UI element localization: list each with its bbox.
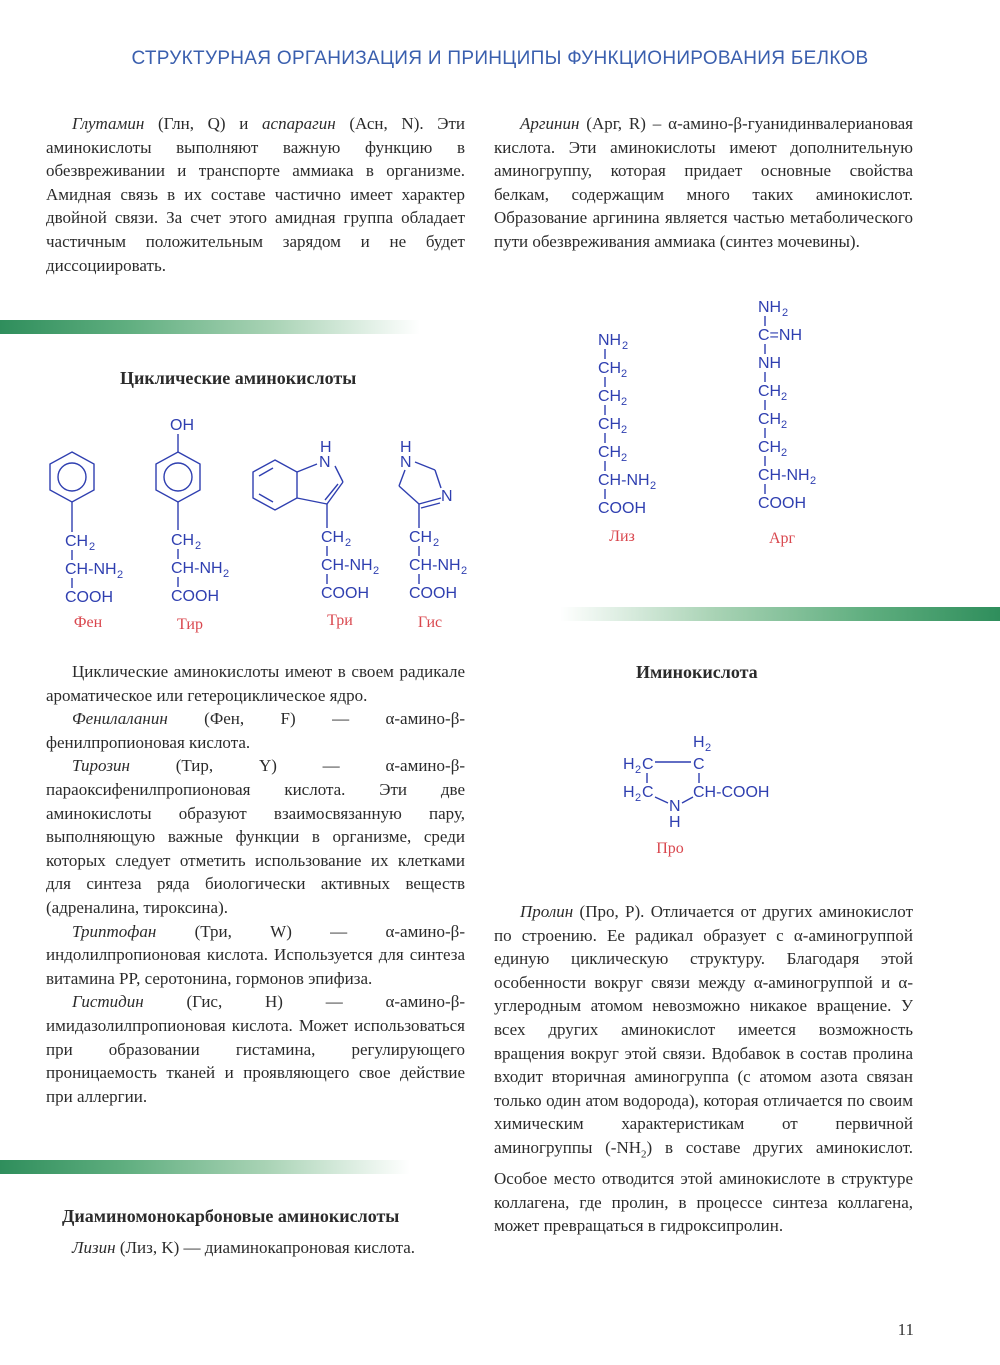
lys-ch2-4: CH <box>598 444 622 461</box>
pro-h2c-top: H <box>623 756 635 773</box>
trp-ch2-sub: 2 <box>345 537 352 549</box>
trp-term: Триптофан <box>72 921 157 941</box>
tyr-benzene-ring <box>156 452 200 502</box>
his-ch2-sub: 2 <box>433 537 440 549</box>
pro-c-left-top: C <box>642 756 654 773</box>
trp-caption: Три <box>327 612 353 629</box>
his-caption: Гис <box>417 614 443 631</box>
lys-text: (Лиз, K) — диаминокапроновая кислота. <box>119 1238 416 1257</box>
glutamine-paragraph <box>46 112 465 277</box>
phe-chnh-sub: 2 <box>117 569 124 581</box>
lys-chnh: CH-NH <box>598 472 650 489</box>
lys-ch2-1-sub: 2 <box>621 368 628 380</box>
arg-ch2-2: CH <box>758 411 782 428</box>
phe-text: (Фен, F) — α-амино-β-фенилпропионовая кислота. <box>46 709 466 752</box>
lys-chnh-sub: 2 <box>650 480 657 492</box>
phe-term: Фенилаланин <box>72 709 168 729</box>
arg-ch2-3: CH <box>758 439 782 456</box>
tyr-term: Тирозин <box>72 756 130 776</box>
his-chnh: CH-NH <box>409 557 461 574</box>
pro-chcooh: CH-COOH <box>693 784 770 801</box>
pro-h2-top: H <box>693 734 705 751</box>
tyr-ch2-sub: 2 <box>195 540 202 552</box>
phe-cooh: COOH <box>65 589 113 606</box>
lys-ch2-4-sub: 2 <box>621 452 628 464</box>
pro-term: Пролин <box>520 902 574 921</box>
arg-chnh: CH-NH <box>758 467 810 484</box>
cyclic-heading: Циклические аминокислоты <box>120 368 357 388</box>
phe-aromatic-circle <box>58 463 86 491</box>
arg-caption: Арг <box>768 530 796 547</box>
his-cooh: COOH <box>409 585 457 602</box>
his-text: (Гис, H) — α-амино-β-имидазолилпропионовая кислота. Может использоваться при образовании гистамина, регулирующего проницаемость тканей и проявляющего свое действие при аллергии. <box>46 992 466 1106</box>
his-term: Гистидин <box>72 992 144 1012</box>
pro-text: (Про, P). Отличается от других аминокислот по строению. Ее радикал образует с α-аминогруппой единую циклическую структуру. Благодаря этой особенности вокруг связи между α-аминогруппой и α-углеродным атомом невозможно никакое вращение. У всех других аминокислот имеется возможность вращения вокруг этой связи. Вдобавок в состав пролина входит вторичная аминогруппа (с атомом азота связан только один атом водорода), которая отличается по своим химическим характеристикам от первичной аминогруппы (-NH <box>494 902 913 1157</box>
arg-cooh: COOH <box>758 495 806 512</box>
glutamine-text: (Асн, N). Эти аминокислоты выполняют важную функцию в обезвреживании и транспорте аммиака в организме. Амидная связь в их составе частично имеет характер двойной связи. За счет этого амидная группа обладает частичным положительным зарядом и не будет диссоциировать. <box>46 114 466 275</box>
imino-heading: Иминокислота <box>636 662 758 682</box>
phe-ch2: CH <box>65 533 89 550</box>
arg-term: Аргинин <box>520 114 580 133</box>
section-divider-band-right <box>560 607 1000 621</box>
phe-benzene-ring <box>50 452 94 502</box>
tyr-cooh: COOH <box>171 588 219 605</box>
diamino-heading: Диаминомонокарбоновые аминокислоты <box>62 1206 400 1226</box>
tyr-caption: Тир <box>177 616 203 633</box>
lys-structure <box>590 325 680 525</box>
lys-ch2-2-sub: 2 <box>621 396 628 408</box>
arg-text: (Арг, R) – α-амино-β-гуанидинвалериановая кислота. Эти аминокислоты имеют дополнительную аминогруппу, которая придает основные свойства белкам, содержащим много таких аминокислот. Образование аргинина является частью метаболического пути обезвреживания аммиака (синтез мочевины). <box>494 114 913 251</box>
asparagine-term: аспарагин <box>262 114 336 133</box>
tyr-oh: OH <box>170 417 194 434</box>
lys-ch2-2: CH <box>598 388 622 405</box>
page-number: 11 <box>897 1320 914 1339</box>
lysine-paragraph <box>46 1236 465 1260</box>
phe-caption: Фен <box>73 614 103 631</box>
lys-cooh: COOH <box>598 500 646 517</box>
arg-ch2-3-sub: 2 <box>781 447 788 459</box>
section-divider-band <box>0 320 420 334</box>
trp-structure <box>245 436 385 608</box>
phe-ch2-sub: 2 <box>89 541 96 553</box>
trp-cooh: COOH <box>321 585 369 602</box>
arg-ch2-2-sub: 2 <box>781 419 788 431</box>
tyr-aromatic-circle <box>164 463 192 491</box>
running-head: СТРУКТУРНАЯ ОРГАНИЗАЦИЯ И ПРИНЦИПЫ ФУНКЦИОНИРОВАНИЯ БЕЛКОВ <box>131 48 869 69</box>
pro-structure <box>615 725 815 835</box>
his-n1: N <box>400 454 412 471</box>
pro-h2c-bot-sub: 2 <box>635 792 642 804</box>
pro-n: N <box>669 798 681 815</box>
pro-h2c-top-sub: 2 <box>635 764 642 776</box>
lys-ch2-1: CH <box>598 360 622 377</box>
arg-nh2-sub: 2 <box>782 307 789 319</box>
trp-benzene-ring <box>253 460 297 510</box>
trp-n: N <box>319 454 331 471</box>
tyr-chnh: CH-NH <box>171 560 223 577</box>
arg-chnh-sub: 2 <box>810 475 817 487</box>
his-n2: N <box>441 488 453 505</box>
trp-chnh-sub: 2 <box>373 565 380 577</box>
arg-cnh: C=NH <box>758 327 803 344</box>
tyr-ch2: CH <box>171 532 195 549</box>
pro-c-left-bot: C <box>642 784 654 801</box>
proline-paragraph <box>494 900 913 1238</box>
cyclic-intro: Циклические аминокислоты имеют в своем радикале ароматическое или гетероциклическое ядро. <box>46 662 465 705</box>
arg-structure <box>750 292 850 522</box>
trp-h: H <box>320 439 332 456</box>
pro-h2c-bot: H <box>623 784 635 801</box>
phe-structure <box>40 440 130 610</box>
his-h: H <box>400 439 412 456</box>
arg-ch2-1-sub: 2 <box>781 391 788 403</box>
tyr-structure <box>145 412 240 612</box>
arginine-paragraph <box>494 112 913 254</box>
trp-chnh: CH-NH <box>321 557 373 574</box>
glutamine-term: Глутамин <box>72 114 145 133</box>
trp-text: (Три, W) — α-амино-β-индолилпропионовая кислота. Используется для синтеза витамина PP, серотонина, гормонов эпифиза. <box>46 921 465 988</box>
his-structure <box>385 436 480 606</box>
lys-caption: Лиз <box>609 528 635 545</box>
lys-nh2: NH <box>598 332 622 349</box>
phe-chnh: CH-NH <box>65 561 117 578</box>
arg-nh2: NH <box>758 299 782 316</box>
arg-ch2-1: CH <box>758 383 782 400</box>
tyr-text: (Тир, Y) — α-амино-β-параоксифенилпропионовая кислота. Эти две аминокислоты образуют взаимосвязанную пару, выполняющую важные функции в организме, среди которых следует отметить использование их клетками для синтеза ряда биологически активных веществ (адреналина, тироксина). <box>46 756 466 917</box>
tyr-chnh-sub: 2 <box>223 568 230 580</box>
pro-h: H <box>669 814 681 831</box>
pro-c-top: C <box>693 756 705 773</box>
his-ch2: CH <box>409 529 433 546</box>
lys-ch2-3-sub: 2 <box>621 424 628 436</box>
pro-nh2-sub: 2 <box>641 1148 647 1161</box>
lys-nh2-sub: 2 <box>622 340 629 352</box>
arg-nh: NH <box>758 355 782 372</box>
cyclic-body <box>46 660 465 1108</box>
pro-text-2: ) в составе других аминокислот. Особое место отводится этой аминокислоте в структуре коллагена, где пролин, в процессе синтеза коллагена, может превращаться в гидроксипролин. <box>494 1137 913 1236</box>
pro-h2-top-sub: 2 <box>705 742 712 754</box>
section-divider-band-2 <box>0 1160 410 1174</box>
glutamine-abbr: (Глн, Q) и <box>157 114 249 133</box>
lys-term: Лизин <box>72 1238 116 1257</box>
lys-ch2-3: CH <box>598 416 622 433</box>
his-chnh-sub: 2 <box>461 565 468 577</box>
trp-ch2: CH <box>321 529 345 546</box>
pro-caption: Про <box>656 840 684 857</box>
